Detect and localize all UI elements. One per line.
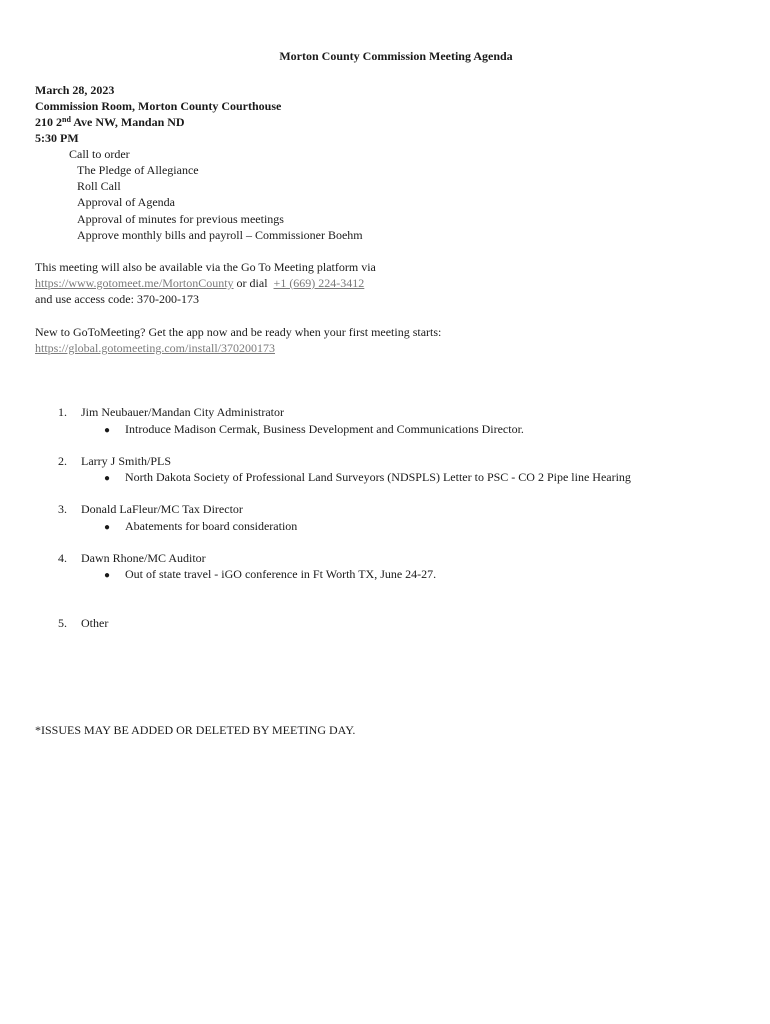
address-street: Ave NW, Mandan ND	[70, 115, 185, 129]
gotomeet-link[interactable]: https://www.gotomeet.me/MortonCounty	[35, 276, 234, 290]
agenda-item-number: 3.	[58, 502, 67, 516]
issues-note: *ISSUES MAY BE ADDED OR DELETED BY MEETING DAY.	[35, 723, 356, 737]
call-to-order-label: Call to order	[69, 147, 130, 161]
order-items-list	[77, 162, 363, 243]
agenda-item-4-bullet	[104, 566, 436, 584]
call-to-order	[69, 146, 130, 162]
address-superscript: nd	[62, 115, 71, 124]
agenda-item-5	[58, 615, 108, 631]
agenda-item-2	[58, 453, 171, 469]
page-title: Morton County Commission Meeting Agenda	[279, 49, 513, 63]
agenda-item-title: Dawn Rhone/MC Auditor	[81, 551, 206, 565]
meeting-date: March 28, 2023	[35, 83, 115, 97]
bullet-icon: ●	[104, 570, 111, 581]
agenda-item-title: Jim Neubauer/Mandan City Administrator	[81, 405, 284, 419]
address-number: 210 2	[35, 115, 62, 129]
agenda-item-title: Other	[81, 616, 109, 630]
agenda-item-title: Donald LaFleur/MC Tax Director	[81, 502, 243, 516]
agenda-item-3	[58, 501, 243, 517]
new-to-gotomeeting-text: New to GoToMeeting? Get the app now and be ready when your first meeting starts:	[35, 325, 442, 339]
bullet-icon: ●	[104, 425, 111, 436]
order-item: Approval of minutes for previous meetings	[77, 211, 284, 226]
phone-link[interactable]: +1 (669) 224-3412	[273, 276, 365, 290]
meeting-time: 5:30 PM	[35, 131, 79, 145]
agenda-item-3-bullet	[104, 518, 297, 536]
or-dial-text: or dial	[233, 276, 274, 290]
virtual-link-line	[35, 275, 376, 291]
agenda-item-number: 4.	[58, 551, 67, 565]
bullet-text: North Dakota Society of Professional Land Surveyors (NDSPLS) Letter to PSC - CO 2 Pipe line Hearing	[125, 470, 631, 484]
agenda-item-number: 5.	[58, 616, 67, 630]
meeting-location: Commission Room, Morton County Courthouse	[35, 99, 282, 113]
bullet-text: Abatements for board consideration	[125, 519, 298, 533]
install-link[interactable]: https://global.gotomeeting.com/install/370200173	[35, 341, 275, 355]
virtual-meeting-info	[35, 259, 376, 307]
order-item: Roll Call	[77, 179, 121, 194]
access-code-line: and use access code: 370-200-173	[35, 292, 199, 306]
agenda-item-1	[58, 404, 284, 420]
order-item: The Pledge of Allegiance	[77, 163, 199, 177]
bullet-icon: ●	[104, 522, 111, 533]
agenda-item-1-bullet	[104, 421, 524, 439]
meeting-header	[35, 82, 281, 146]
agenda-item-4	[58, 550, 206, 566]
agenda-item-number: 1.	[58, 405, 67, 419]
bullet-text: Introduce Madison Cermak, Business Development and Communications Director.	[125, 422, 524, 436]
bullet-icon: ●	[104, 473, 111, 484]
meeting-address	[35, 114, 281, 130]
agenda-item-2-bullet	[104, 469, 631, 487]
order-item: Approval of Agenda	[77, 195, 175, 210]
agenda-item-number: 2.	[58, 454, 67, 468]
agenda-item-title: Larry J Smith/PLS	[81, 454, 172, 468]
virtual-info-line: This meeting will also be available via the Go To Meeting platform via	[35, 260, 376, 274]
new-to-gotomeeting	[35, 324, 441, 356]
bullet-text: Out of state travel - iGO conference in Ft Worth TX, June 24-27.	[125, 567, 437, 581]
order-item: Approve monthly bills and payroll – Commissioner Boehm	[77, 227, 363, 242]
